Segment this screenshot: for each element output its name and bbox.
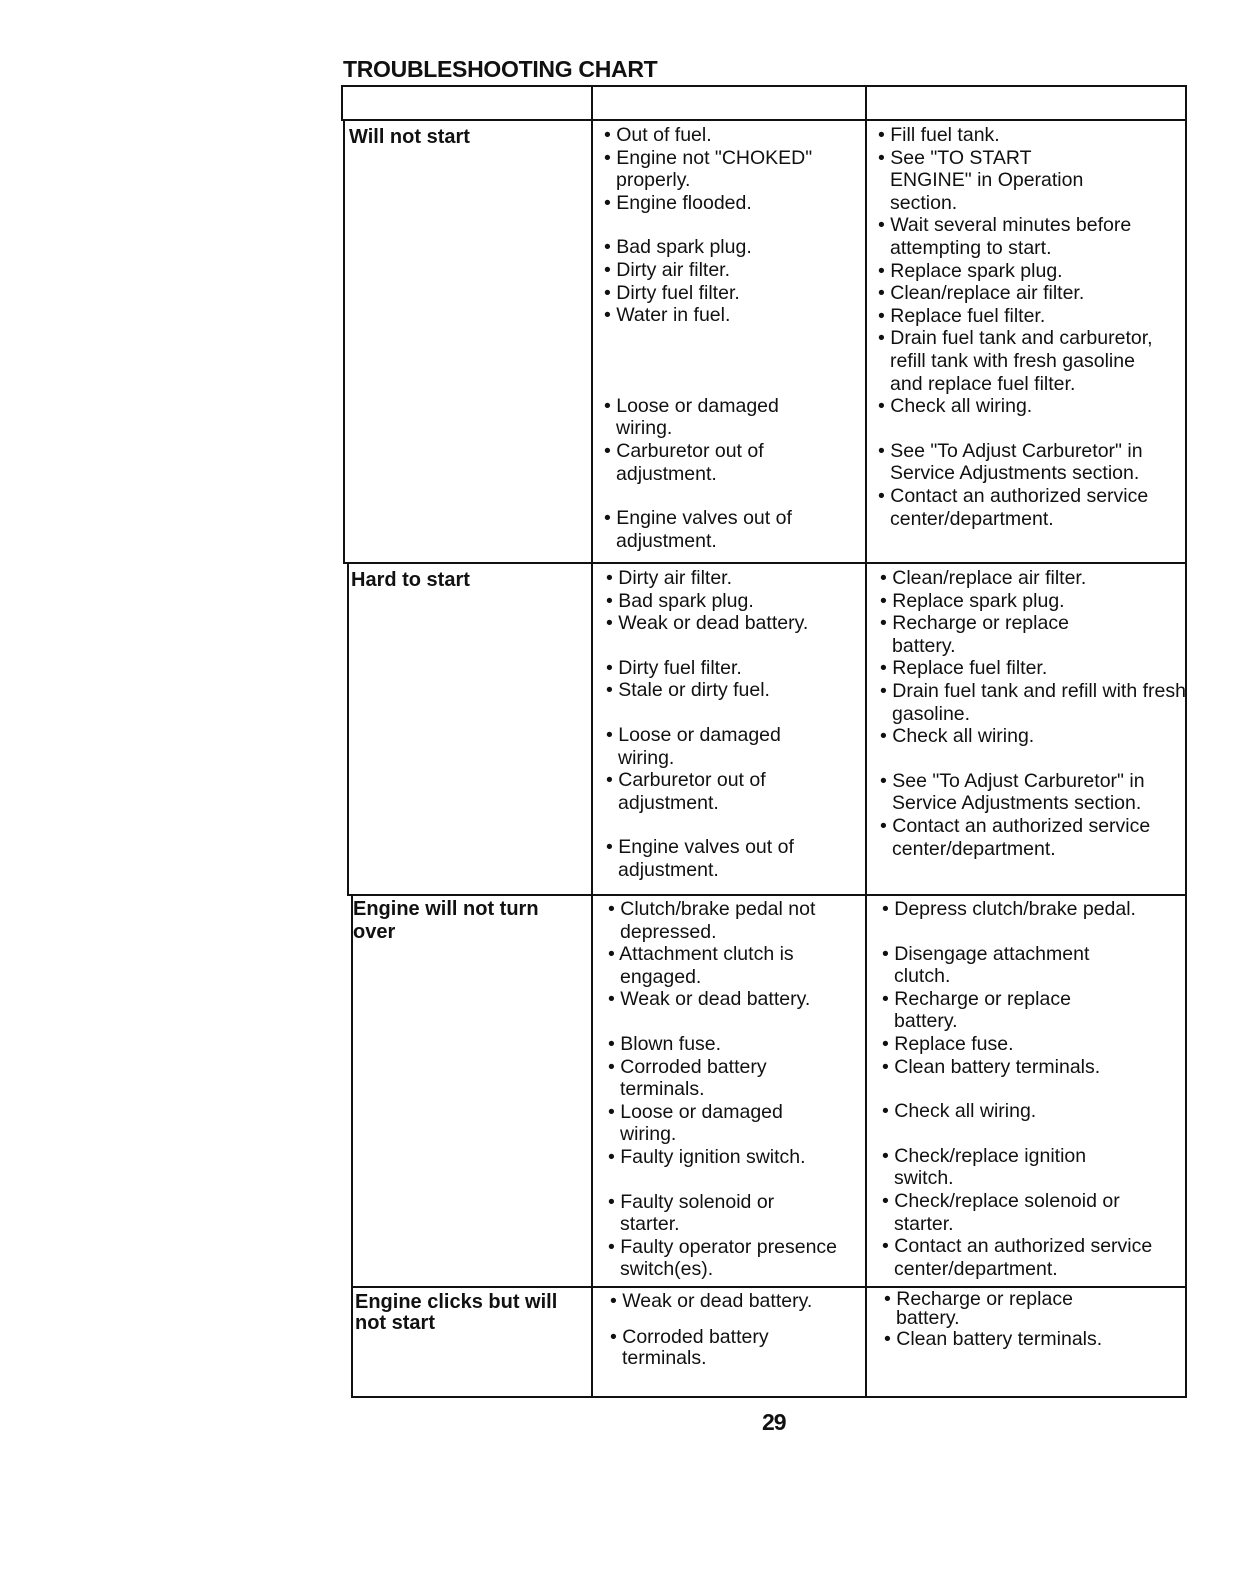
list-item: • Weak or dead battery.	[610, 1290, 813, 1312]
list-item: • Dirty air filter.	[604, 258, 731, 281]
right-border	[1185, 85, 1187, 1398]
list-item: • Recharge or replace battery.	[880, 612, 1069, 657]
list-item: • Disengage attachment clutch.	[882, 942, 1090, 988]
list-item: • Depress clutch/brake pedal.	[882, 898, 1136, 920]
list-item: • Drain fuel tank and refill with fresh gasoline.	[880, 679, 1186, 725]
list-item: • Check/replace ignition switch.	[882, 1144, 1087, 1190]
list-item: • Loose or damaged wiring.	[608, 1100, 783, 1146]
list-item: • Out of fuel.	[604, 124, 712, 146]
list-item: • Clean/replace air filter.	[878, 282, 1085, 305]
list-item: • Engine valves out of adjustment.	[604, 507, 792, 552]
list-item: • Recharge or replace battery.	[884, 1288, 1073, 1329]
trouble-cell: Engine will not turn over	[353, 898, 539, 943]
list-item: • Weak or dead battery.	[608, 988, 811, 1011]
list-item: • Engine not "CHOKED" properly.	[604, 146, 813, 192]
list-item: • Replace spark plug.	[880, 589, 1065, 612]
left-border-top	[341, 85, 343, 121]
left-border-row3	[351, 894, 353, 1288]
cause-cell	[602, 1290, 861, 1369]
list-item: • Engine flooded.	[604, 191, 752, 214]
table-top-border	[341, 85, 1187, 87]
list-item: • Check all wiring.	[882, 1100, 1037, 1123]
cause-cell	[600, 898, 861, 1281]
list-item: • See "To Adjust Carburetor" in Service Adjustments section.	[878, 439, 1143, 485]
list-item: • Corroded battery terminals.	[610, 1325, 769, 1369]
trouble-cell: Hard to start	[351, 569, 470, 591]
list-item: • Water in fuel.	[604, 304, 731, 327]
list-item: • Check/replace solenoid or starter.	[882, 1189, 1120, 1235]
troubleshooting-table	[341, 85, 1187, 1398]
list-item: • See "To Adjust Carburetor" in Service Adjustments section.	[880, 769, 1145, 815]
list-item: • Engine valves out of adjustment.	[606, 836, 794, 881]
left-border-row4	[351, 1286, 353, 1398]
remedy-cell	[870, 124, 1182, 530]
list-item: • Replace fuse.	[882, 1032, 1014, 1055]
list-item: • Blown fuse.	[608, 1032, 722, 1055]
list-item: • Drain fuel tank and carburetor, refill tank with fresh gasoline and replace fuel filter.	[878, 327, 1153, 395]
list-item: • Replace fuel filter.	[880, 657, 1048, 680]
list-item: • Contact an authorized service center/department.	[882, 1235, 1153, 1280]
list-item: • Replace spark plug.	[878, 259, 1063, 282]
list-item: • Check all wiring.	[880, 725, 1035, 748]
list-item: • See "TO START ENGINE" in Operation section.	[878, 146, 1084, 214]
list-item: • Clean/replace air filter.	[880, 567, 1087, 589]
list-item: • Clean battery terminals.	[884, 1328, 1103, 1350]
row-divider-1	[343, 562, 1187, 564]
list-item: • Weak or dead battery.	[606, 612, 809, 635]
list-item: • Clean battery terminals.	[882, 1055, 1101, 1078]
list-item: • Corroded battery terminals.	[608, 1055, 767, 1101]
list-item: • Loose or damaged wiring.	[606, 723, 781, 769]
list-item: • Faulty ignition switch.	[608, 1145, 806, 1168]
list-item: • Dirty fuel filter.	[606, 656, 742, 679]
list-item: • Loose or damaged wiring.	[604, 394, 779, 440]
list-item: • Check all wiring.	[878, 395, 1033, 418]
list-item: • Wait several minutes before attempting to start.	[878, 214, 1132, 259]
row-divider-2	[347, 894, 1187, 896]
list-item: • Bad spark plug.	[604, 236, 752, 259]
remedy-cell	[872, 567, 1186, 860]
table-bottom-border	[351, 1396, 1187, 1398]
cause-cell	[598, 567, 861, 882]
header-divider	[341, 119, 1187, 121]
list-item: • Replace fuel filter.	[878, 304, 1046, 327]
list-item: • Fill fuel tank.	[878, 124, 1000, 146]
list-item: • Recharge or replace battery.	[882, 987, 1071, 1033]
list-item: • Attachment clutch is engaged.	[608, 943, 794, 988]
list-item: • Carburetor out of adjustment.	[606, 769, 766, 814]
list-item: • Faulty solenoid or starter.	[608, 1190, 775, 1236]
list-item: • Clutch/brake pedal not depressed.	[608, 898, 816, 943]
list-item: • Contact an authorized service center/department.	[880, 814, 1151, 860]
list-item: • Contact an authorized service center/department.	[878, 484, 1149, 530]
trouble-cell: Engine clicks but will not start	[355, 1291, 558, 1334]
list-item: • Dirty fuel filter.	[604, 281, 740, 304]
chart-title: TROUBLESHOOTING CHART	[343, 56, 658, 82]
column-divider-2	[865, 85, 867, 1398]
list-item: • Faulty operator presence switch(es).	[608, 1235, 838, 1281]
cause-cell	[596, 124, 861, 552]
left-border-row1	[343, 119, 345, 564]
left-border-row2	[347, 562, 349, 896]
column-divider-1	[591, 85, 593, 1398]
list-item: • Bad spark plug.	[606, 589, 754, 612]
list-item: • Dirty air filter.	[606, 567, 733, 589]
page-number: 29	[762, 1409, 786, 1435]
list-item: • Carburetor out of adjustment.	[604, 439, 764, 485]
remedy-cell	[874, 898, 1182, 1280]
remedy-cell	[876, 1290, 1182, 1351]
trouble-cell: Will not start	[349, 126, 470, 148]
list-item: • Stale or dirty fuel.	[606, 679, 770, 702]
